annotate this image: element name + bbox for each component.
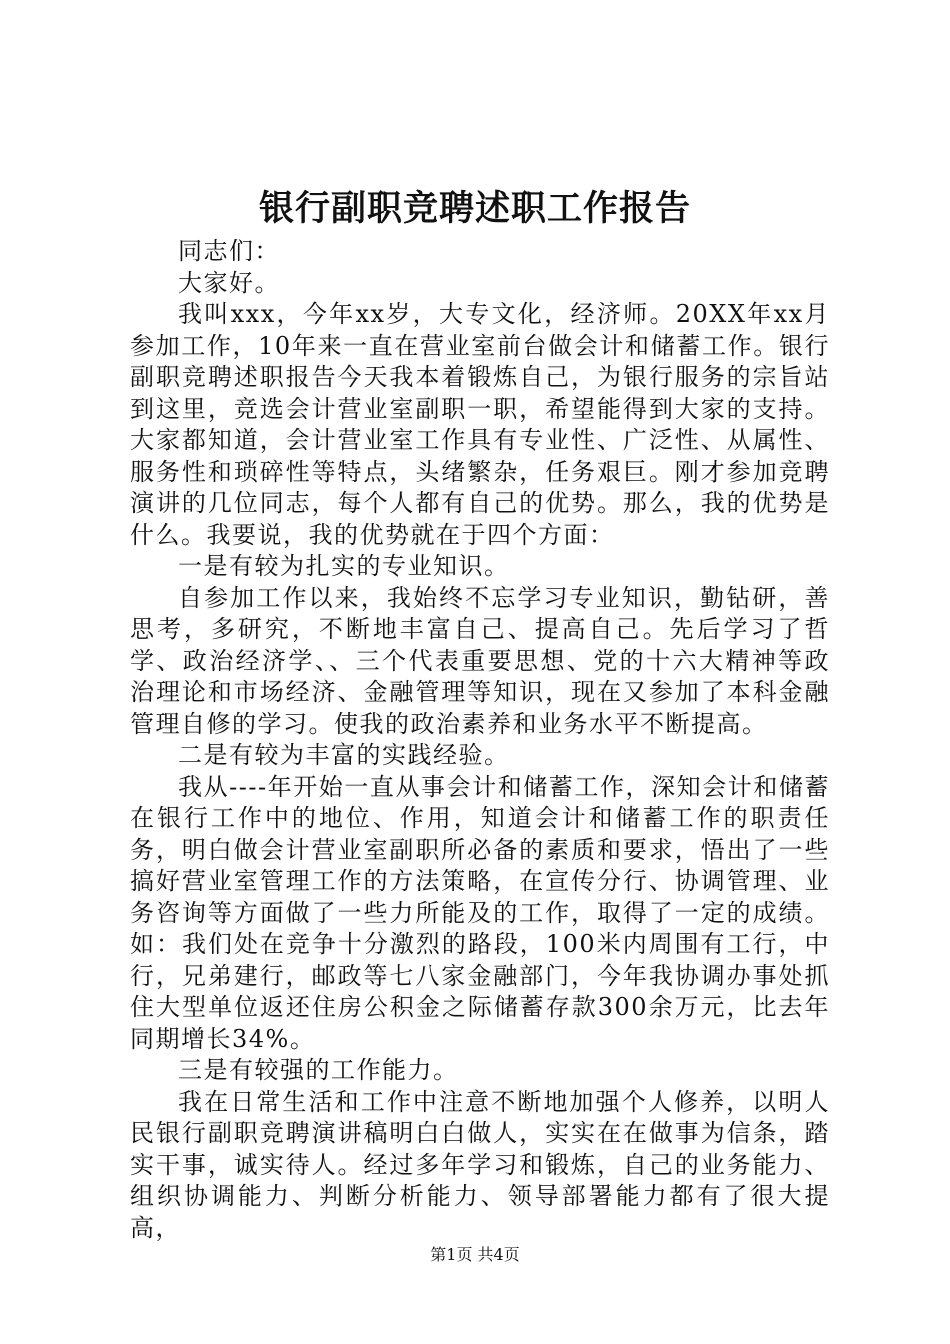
- document-title: 银行副职竞聘述职工作报告: [258, 188, 691, 229]
- body-paragraph: 我在日常生活和工作中注意不断地加强个人修养，以明人民银行副职竞聘演讲稿明白白做人，实实在在做事为信条，踏实干事，诚实待人。经过多年学习和锻炼，自己的业务能力、组织协调能力、判断分析能力、领导部署能力都有了很大提高，: [130, 1087, 830, 1242]
- body-paragraph: 我从----年开始一直从事会计和储蓄工作，深知会计和储蓄在银行工作中的地位、作用，知道会计和储蓄工作的职责任务，明白做会计营业室副职所必备的素质和要求，悟出了一些搞好营业室管理工作的方法策略，在宣传分行、协调管理、业务咨询等方面做了一些力所能及的工作，取得了一定的成绩。如：我们处在竞争十分激烈的路段，100米内周围有工行，中行，兄弟建行，邮政等七八家金融部门，今年我协调办事处抓住大型单位返还住房公积金之际储蓄存款300余万元，比去年同期增长34%。: [130, 772, 830, 1053]
- salutation: 同志们：: [178, 237, 280, 265]
- page-number-footer: 第1页 共4页: [430, 1245, 520, 1264]
- section-heading: 三是有较强的工作能力。: [178, 1056, 459, 1084]
- body-paragraph: 自参加工作以来，我始终不忘学习专业知识，勤钻研，善思考，多研究，不断地丰富自己、提高自己。先后学习了哲学、政治经济学、、三个代表重要思想、党的十六大精神等政治理论和市场经济、金融管理等知识，现在又参加了本科金融管理自修的学习。使我的政治素养和业务水平不断提高。: [130, 583, 830, 738]
- section-heading: 一是有较为扎实的专业知识。: [178, 552, 510, 580]
- body-paragraph: 我叫xxx，今年xx岁，大专文化，经济师。20XX年xx月参加工作，10年来一直在营业室前台做会计和储蓄工作。银行副职竞聘述职报告今天我本着锻炼自己，为银行服务的宗旨站到这里，竞选会计营业室副职一职，希望能得到大家的支持。大家都知道，会计营业室工作具有专业性、广泛性、从属性、服务性和琐碎性等特点，头绪繁杂，任务艰巨。刚才参加竞聘演讲的几位同志，每个人都有自己的优势。那么，我的优势是什么。我要说，我的优势就在于四个方面：: [130, 300, 830, 549]
- section-heading: 二是有较为丰富的实践经验。: [178, 741, 510, 769]
- greeting: 大家好。: [178, 268, 280, 297]
- document-body: [130, 236, 830, 1244]
